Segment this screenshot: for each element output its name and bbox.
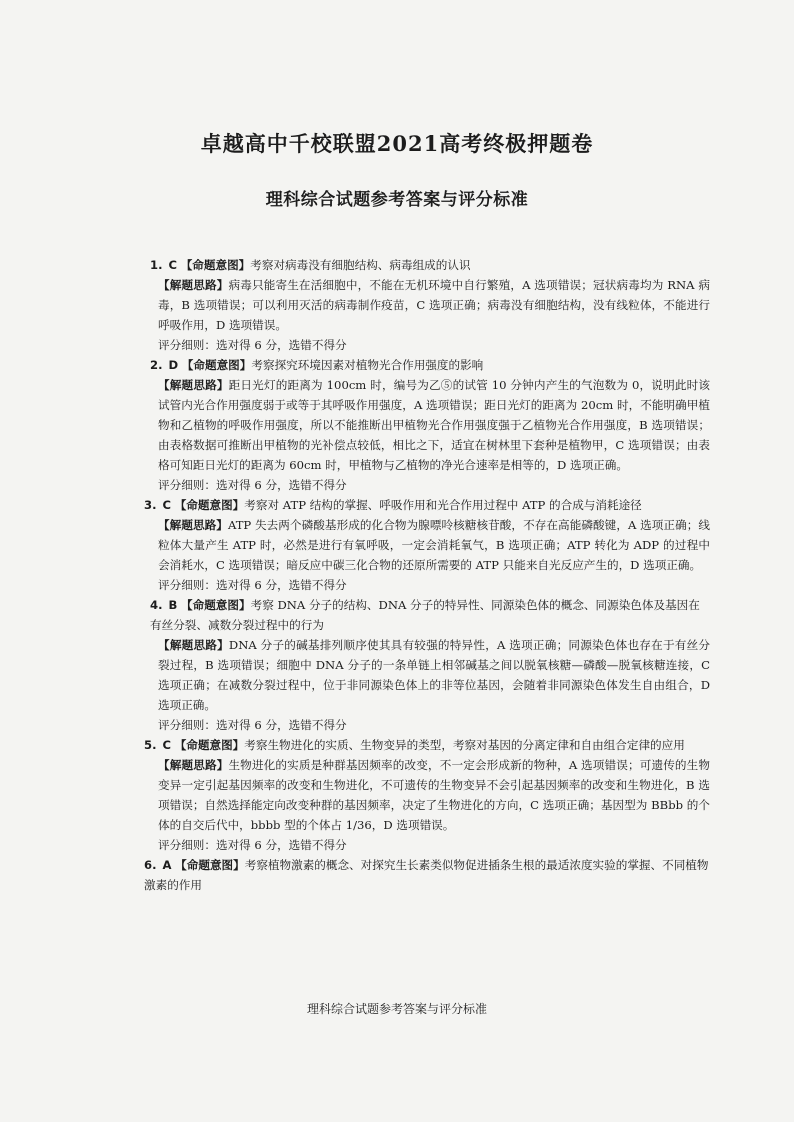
score-rule: 评分细则：选对得 6 分，选错不得分: [158, 578, 347, 592]
answer-list: [144, 255, 710, 895]
question-3: [144, 495, 710, 595]
approach-text: DNA 分子的碱基排列顺序使其具有较强的特异性，A 选项正确；同源染色体也存在于有丝分裂过程，B 选项错误；细胞中 DNA 分子的一条单链上相邻碱基之间以脱氧核糖—磷酸—脱氧核糖连接，C 选项正确；在减数分裂过程中，位于非同源染色体上的非等位基因，会随着非同源染色体发生自由组合，D 选项正确。: [158, 638, 710, 712]
question-2: [150, 355, 710, 495]
approach-label: 【解题思路】: [158, 638, 229, 652]
page-footer: 理科综合试题参考答案与评分标准: [306, 1002, 487, 1016]
answer-letter: C: [162, 498, 171, 512]
intent-label: 【命题意图】: [174, 498, 245, 512]
intent-text: 考察对 ATP 结构的掌握、呼吸作用和光合作用过程中 ATP 的合成与消耗途径: [244, 498, 642, 512]
question-number: 3.: [144, 498, 157, 512]
page-title: 卓越高中千校联盟2021高考终极押题卷: [200, 131, 594, 156]
approach-text: 生物进化的实质是种群基因频率的改变，不一定会形成新的物种，A 选项错误；可遗传的生物变异一定引起基因频率的改变和生物进化，不可遗传的生物变异不会引起基因频率的改变和生物进化，B 选项错误；自然选择能定向改变种群的基因频率，决定了生物进化的方向，C 选项正确；基因型为 BBbb 的个体的自交后代中，bbbb 型的个体占 1/36，D 选项错误。: [158, 758, 710, 832]
score-rule: 评分细则：选对得 6 分，选错不得分: [158, 338, 347, 352]
intent-text: 考察 DNA 分子的结构、DNA 分子的特异性、同源染色体的概念、同源染色体及基因在有丝分裂、减数分裂过程中的行为: [150, 598, 700, 632]
intent-label: 【命题意图】: [174, 738, 245, 752]
intent-text: 考察生物进化的实质、生物变异的类型，考察对基因的分离定律和自由组合定律的应用: [244, 738, 685, 752]
approach-label: 【解题思路】: [158, 278, 229, 292]
question-number: 5.: [144, 738, 157, 752]
question-4: [150, 595, 710, 735]
question-5: [144, 735, 710, 855]
score-rule: 评分细则：选对得 6 分，选错不得分: [158, 838, 347, 852]
intent-label: 【命题意图】: [175, 858, 245, 872]
intent-label: 【命题意图】: [181, 358, 252, 372]
intent-label: 【命题意图】: [180, 258, 251, 272]
score-rule: 评分细则：选对得 6 分，选错不得分: [158, 478, 347, 492]
answer-letter: D: [168, 358, 179, 372]
approach-label: 【解题思路】: [158, 378, 229, 392]
answer-letter: C: [168, 258, 177, 272]
answer-letter: B: [168, 598, 178, 612]
intent-text: 考察探究环境因素对植物光合作用强度的影响: [251, 358, 484, 372]
answer-letter: A: [162, 858, 172, 872]
score-rule: 评分细则：选对得 6 分，选错不得分: [158, 718, 347, 732]
approach-label: 【解题思路】: [158, 518, 228, 532]
question-number: 1.: [150, 258, 163, 272]
approach-text: ATP 失去两个磷酸基形成的化合物为腺嘌呤核糖核苷酸，不存在高能磷酸键，A 选项正确；线粒体大量产生 ATP 时，必然是进行有氧呼吸，一定会消耗氧气，B 选项正确；ATP 转化为 ADP 的过程中会消耗水，C 选项错误；暗反应中碳三化合物的还原所需要的 ATP 只能来自光反应产生的，D 选项正确。: [158, 518, 710, 572]
answer-letter: C: [162, 738, 171, 752]
question-number: 2.: [150, 358, 163, 372]
approach-text: 距日光灯的距离为 100cm 时，编号为乙⑤的试管 10 分钟内产生的气泡数为 0，说明此时该试管内光合作用强度弱于或等于其呼吸作用强度，A 选项错误；距日光灯的距离为 20cm 时，不能明确甲植物和乙植物的呼吸作用强度，所以不能推断出甲植物光合作用强度强于乙植物光合作用强度，B 选项错误；由表格数据可推断出甲植物的光补偿点较低，相比之下，适宜在树林里下套种是植物甲，C 选项错误；由表格可知距日光灯的距离为 60cm 时，甲植物与乙植物的净光合速率是相等的，D 选项正确。: [158, 378, 710, 472]
page-subtitle: 理科综合试题参考答案与评分标准: [265, 190, 529, 210]
approach-text: 病毒只能寄生在活细胞中，不能在无机环境中自行繁殖，A 选项错误；冠状病毒均为 RNA 病毒，B 选项错误；可以利用灭活的病毒制作疫苗，C 选项正确；病毒没有细胞结构，没有线粒体，不能进行呼吸作用，D 选项错误。: [158, 278, 710, 332]
intent-label: 【命题意图】: [181, 598, 251, 612]
intent-text: 考察植物激素的概念、对探究生长素类似物促进插条生根的最适浓度实验的掌握、不同植物激素的作用: [144, 858, 709, 892]
question-6: [144, 855, 710, 895]
intent-text: 考察对病毒没有细胞结构、病毒组成的认识: [250, 258, 471, 272]
approach-label: 【解题思路】: [158, 758, 229, 772]
question-number: 6.: [144, 858, 157, 872]
question-1: [150, 255, 710, 355]
question-number: 4.: [150, 598, 163, 612]
